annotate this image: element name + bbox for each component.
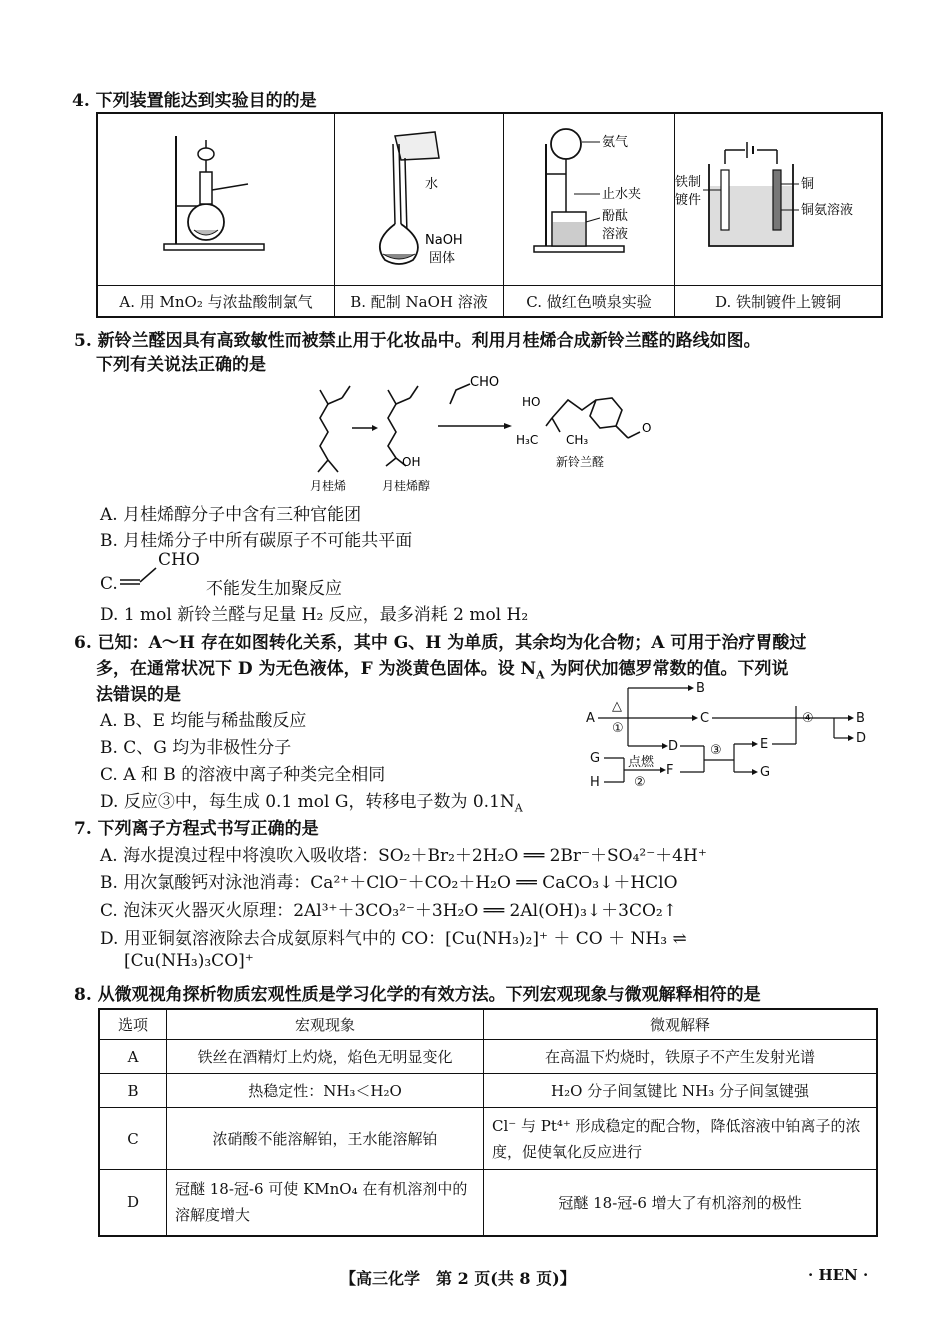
q7-option-d-line1: D. 用亚铜氨溶液除去合成氨原料气中的 CO：[Cu(NH₃)₂]⁺ ＋ CO ＋ NH₃ ⇌ [100,929,687,949]
svg-text:D: D [856,731,867,746]
q4-option-c: C. 做红色喷泉实验 [504,286,675,318]
product-ch3: CH₃ [566,433,589,447]
naoh-label: NaOH [425,233,463,248]
q5-option-b: B. 月桂烯分子中所有碳原子不可能共平面 [100,531,413,551]
phenolphthalein-label: 酚酞 [602,209,629,224]
chlorine-generator-diagram [98,114,334,280]
apparatus-a [97,113,335,286]
svg-text:②: ② [634,775,646,790]
q8-row-c-macro: 浓硝酸不能溶解铂，王水能溶解铂 [167,1108,484,1170]
svg-text:H: H [590,775,600,790]
q4-option-b: B. 配制 NaOH 溶液 [335,286,504,318]
q8-row-c-micro: Cl⁻ 与 Pt⁴⁺ 形成稳定的配合物，降低溶液中铂离子的浓度，促使氧化反应进行 [484,1108,878,1170]
svg-text:G: G [590,751,601,766]
q5-option-c-cho: CHO [158,550,200,570]
svg-text:F: F [666,763,674,778]
q8-stem: 8. 从微观视角探析物质宏观性质是学习化学的有效方法。下列宏观现象与微观解释相符的是 [74,985,761,1005]
apparatus-d [675,113,883,286]
q8-row-b-macro: 热稳定性：NH₃＜H₂O [167,1074,484,1108]
electroplating-diagram [675,114,881,280]
iron-part-label-2: 镀件 [675,193,702,208]
myrcenol-label: 月桂烯醇 [382,479,431,493]
q7-option-a: A. 海水提溴过程中将溴吹入吸收塔：SO₂＋Br₂＋2H₂O ══ 2Br⁻＋SO₄²⁻＋4H⁺ [100,846,707,866]
footer-code: · HEN · [808,1266,869,1284]
reagent-cho: CHO [470,375,500,390]
apparatus-c [504,113,675,286]
q4-stem: 4. 下列装置能达到实验目的的是 [72,91,317,111]
q8-row-a-option: A [99,1040,167,1074]
svg-text:B: B [856,711,865,726]
q8-row-a-macro: 铁丝在酒精灯上灼烧，焰色无明显变化 [167,1040,484,1074]
myrcene-label: 月桂烯 [310,479,347,493]
svg-text:①: ① [612,721,624,736]
q7-option-d-line2: [Cu(NH₃)₃CO]⁺ [124,951,254,971]
q8-header-row [99,1009,877,1040]
q4-option-d: D. 铁制镀件上镀铜 [675,286,883,318]
q5-option-c-text: 不能发生加聚反应 [206,579,342,599]
table-row [99,1108,877,1170]
table-row [99,1040,877,1074]
svg-text:④: ④ [802,711,814,726]
q5-stem-line1: 5. 新铃兰醛因具有高致敏性而被禁止用于化妆品中。利用月桂烯合成新铃兰醛的路线如图。 [74,331,761,351]
table-row [99,1170,877,1236]
page-footer: 【高三化学 第 2 页(共 8 页)】 [340,1269,576,1288]
q6-option-a: A. B、E 均能与稀盐酸反应 [100,711,307,731]
fountain-experiment-diagram [504,114,674,280]
q8-row-d-micro: 冠醚 18-冠-6 增大了有机溶剂的极性 [484,1170,878,1236]
svg-text:A: A [586,711,595,726]
ammonia-label: 氨气 [602,135,629,150]
q5-option-c-prefix: C. [100,574,118,594]
table-row [99,1074,877,1108]
svg-text:点燃: 点燃 [628,755,655,770]
q8-row-b-option: B [99,1074,167,1108]
q7-stem: 7. 下列离子方程式书写正确的是 [74,819,319,839]
iron-part-label-1: 铁制 [675,175,702,190]
q8-row-c-option: C [99,1108,167,1170]
q6-stem-line1: 6. 已知：A～H 存在如图转化关系，其中 G、H 为单质，其余均为化合物；A 可用于治疗胃酸过 [74,633,807,653]
q6-stem-line3: 法错误的是 [96,685,181,705]
q8-header-micro: 微观解释 [484,1009,878,1040]
svg-text:C: C [700,711,710,726]
q6-option-c: C. A 和 B 的溶液中离子种类完全相同 [100,765,386,785]
q7-option-c: C. 泡沫灭火器灭火原理：2Al³⁺＋3CO₃²⁻＋3H₂O ══ 2Al(OH)₃↓＋3CO₂↑ [100,901,677,921]
volumetric-flask-diagram [335,114,503,280]
svg-text:E: E [760,737,769,752]
q6-option-b: B. C、G 均为非极性分子 [100,738,292,758]
product-label: 新铃兰醛 [556,455,605,469]
q8-row-d-option: D [99,1170,167,1236]
svg-text:③: ③ [710,743,722,758]
q7-option-b: B. 用次氯酸钙对泳池消毒：Ca²⁺＋ClO⁻＋CO₂＋H₂O ══ CaCO₃↓＋HClO [100,873,678,893]
product-ho: HO [522,395,541,409]
q8-header-option: 选项 [99,1009,167,1040]
svg-text:B: B [696,681,705,696]
q4-option-a: A. 用 MnO₂ 与浓盐酸制氯气 [97,286,335,318]
product-o: O [642,421,652,435]
svg-text:G: G [760,765,771,780]
q8-row-b-micro: H₂O 分子间氢键比 NH₃ 分子间氢键强 [484,1074,878,1108]
svg-text:D: D [668,739,679,754]
q5-option-a: A. 月桂烯醇分子中含有三种官能团 [100,505,362,525]
q5-option-d: D. 1 mol 新铃兰醛与足量 H₂ 反应，最多消耗 2 mol H₂ [100,605,529,625]
q5-synthesis-scheme [290,370,670,500]
q6-option-d: D. 反应③中，每生成 0.1 mol G，转移电子数为 $0.1N_A$ [100,792,523,815]
q6-stem-line2: 多，在通常状况下 D 为无色液体，F 为淡黄色固体。设 $N_A$ 为阿伏加德罗常数的值。下列说 [96,659,789,682]
q8-table [98,1008,878,1237]
q5-stem-line2: 下列有关说法正确的是 [96,355,266,375]
clamp-label: 止水夹 [602,187,642,202]
q4-apparatus-table [96,112,883,318]
solid-label: 固体 [429,251,456,266]
solution-label: 溶液 [602,227,629,242]
q8-row-d-macro: 冠醚 18-冠-6 可使 KMnO₄ 在有机溶剂中的溶解度增大 [167,1170,484,1236]
q8-header-macro: 宏观现象 [167,1009,484,1040]
product-h3c: H₃C [516,433,539,447]
copper-label: 铜 [801,177,815,192]
oh-label: OH [402,455,421,469]
water-label: 水 [425,177,439,192]
svg-text:△: △ [612,699,622,714]
q8-row-a-micro: 在高温下灼烧时，铁原子不产生发射光谱 [484,1040,878,1074]
cu-ammonia-label: 铜氨溶液 [801,203,854,218]
apparatus-b [335,113,504,286]
q6-conversion-diagram [584,676,884,796]
